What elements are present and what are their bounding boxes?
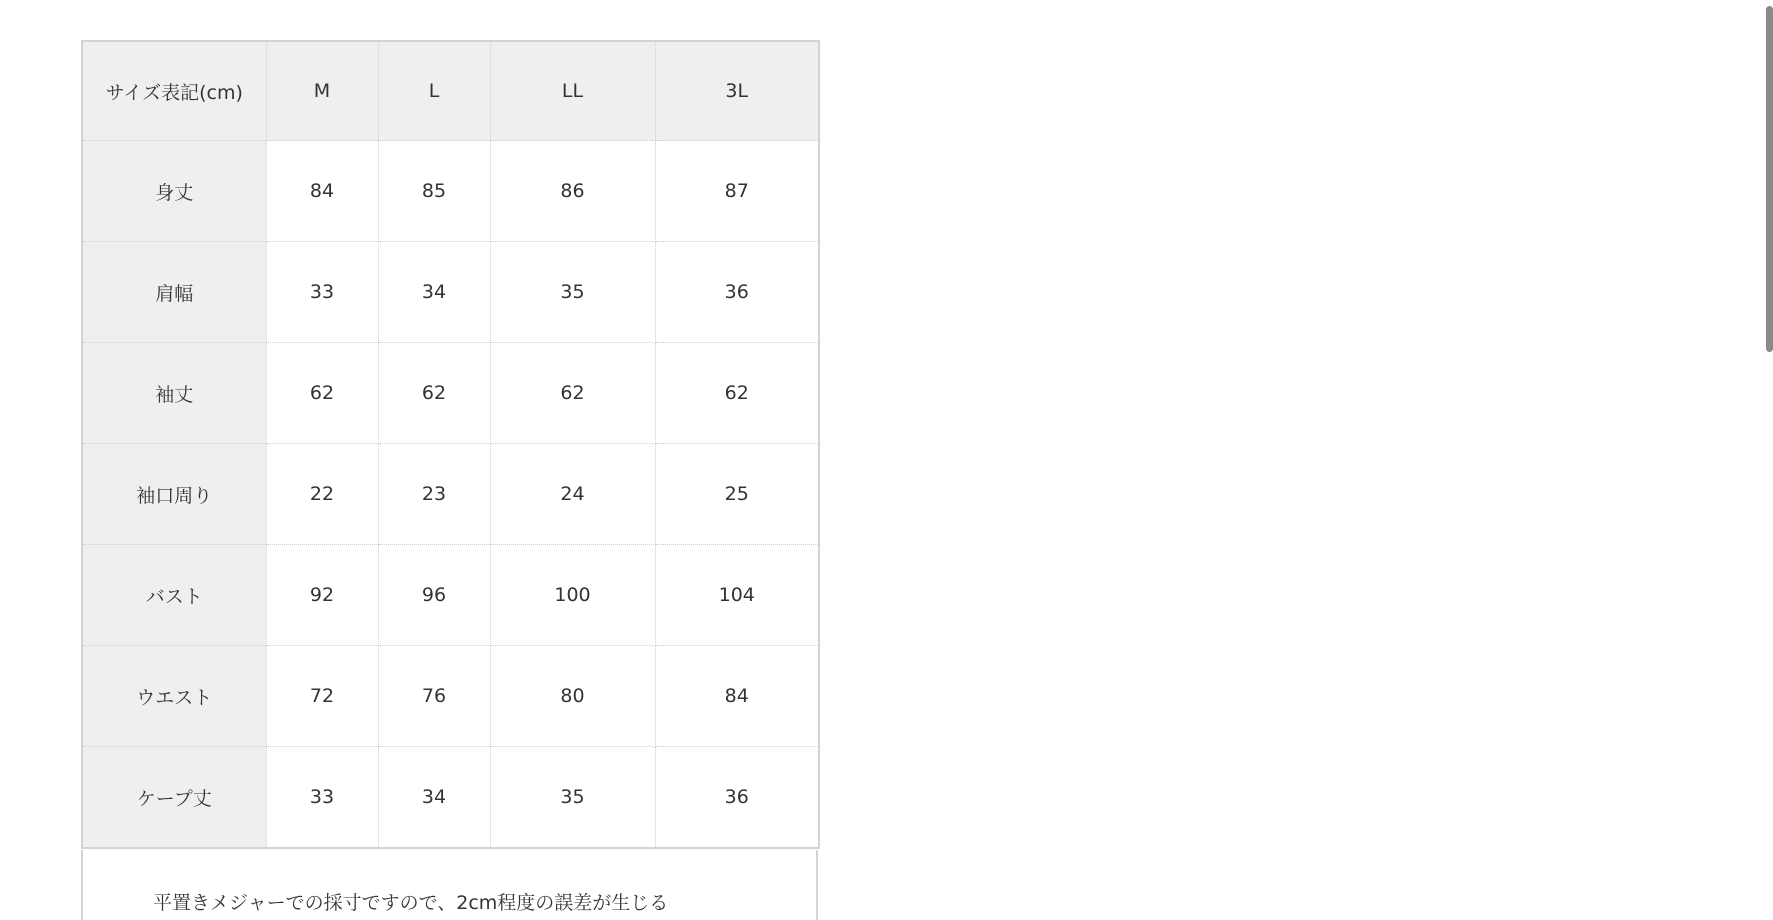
size-chart-table (81, 40, 820, 849)
measurement-note (81, 850, 818, 920)
header-size-l: L (378, 41, 490, 141)
table-cell: 100 (490, 545, 655, 646)
row-label: バスト (82, 545, 266, 646)
table-cell: 62 (266, 343, 378, 444)
row-label: 肩幅 (82, 242, 266, 343)
table-row (82, 141, 819, 242)
table-cell: 33 (266, 747, 378, 849)
table-cell: 22 (266, 444, 378, 545)
table-cell: 36 (655, 242, 819, 343)
table-cell: 86 (490, 141, 655, 242)
table-cell: 33 (266, 242, 378, 343)
table-cell: 84 (266, 141, 378, 242)
table-cell: 72 (266, 646, 378, 747)
table-cell: 35 (490, 747, 655, 849)
table-cell: 80 (490, 646, 655, 747)
row-label: 袖口周り (82, 444, 266, 545)
table-cell: 34 (378, 747, 490, 849)
table-cell: 85 (378, 141, 490, 242)
table-cell: 104 (655, 545, 819, 646)
table-cell: 62 (490, 343, 655, 444)
table-cell: 24 (490, 444, 655, 545)
table-row (82, 343, 819, 444)
header-size-3l: 3L (655, 41, 819, 141)
row-label: ケープ丈 (82, 747, 266, 849)
table-cell: 34 (378, 242, 490, 343)
row-label: 身丈 (82, 141, 266, 242)
table-cell: 87 (655, 141, 819, 242)
table-header-row (82, 41, 819, 141)
table-row (82, 242, 819, 343)
table-cell: 62 (655, 343, 819, 444)
table-cell: 23 (378, 444, 490, 545)
table-cell: 25 (655, 444, 819, 545)
table-cell: 35 (490, 242, 655, 343)
scrollbar-track[interactable] (880, 0, 900, 900)
row-label: ウエスト (82, 646, 266, 747)
table-cell: 84 (655, 646, 819, 747)
table-cell: 76 (378, 646, 490, 747)
scrollbar-thumb[interactable] (1766, 6, 1773, 352)
header-size-label: サイズ表記(cm) (82, 41, 266, 141)
table-cell: 36 (655, 747, 819, 849)
table-cell: 92 (266, 545, 378, 646)
table-cell: 62 (378, 343, 490, 444)
table-row (82, 747, 819, 849)
table-row (82, 444, 819, 545)
header-size-m: M (266, 41, 378, 141)
table-row (82, 545, 819, 646)
table-row (82, 646, 819, 747)
table-cell: 96 (378, 545, 490, 646)
measurement-note-text: 平置きメジャーでの採寸ですので、2cm程度の誤差が生じる (153, 892, 669, 914)
row-label: 袖丈 (82, 343, 266, 444)
header-size-ll: LL (490, 41, 655, 141)
